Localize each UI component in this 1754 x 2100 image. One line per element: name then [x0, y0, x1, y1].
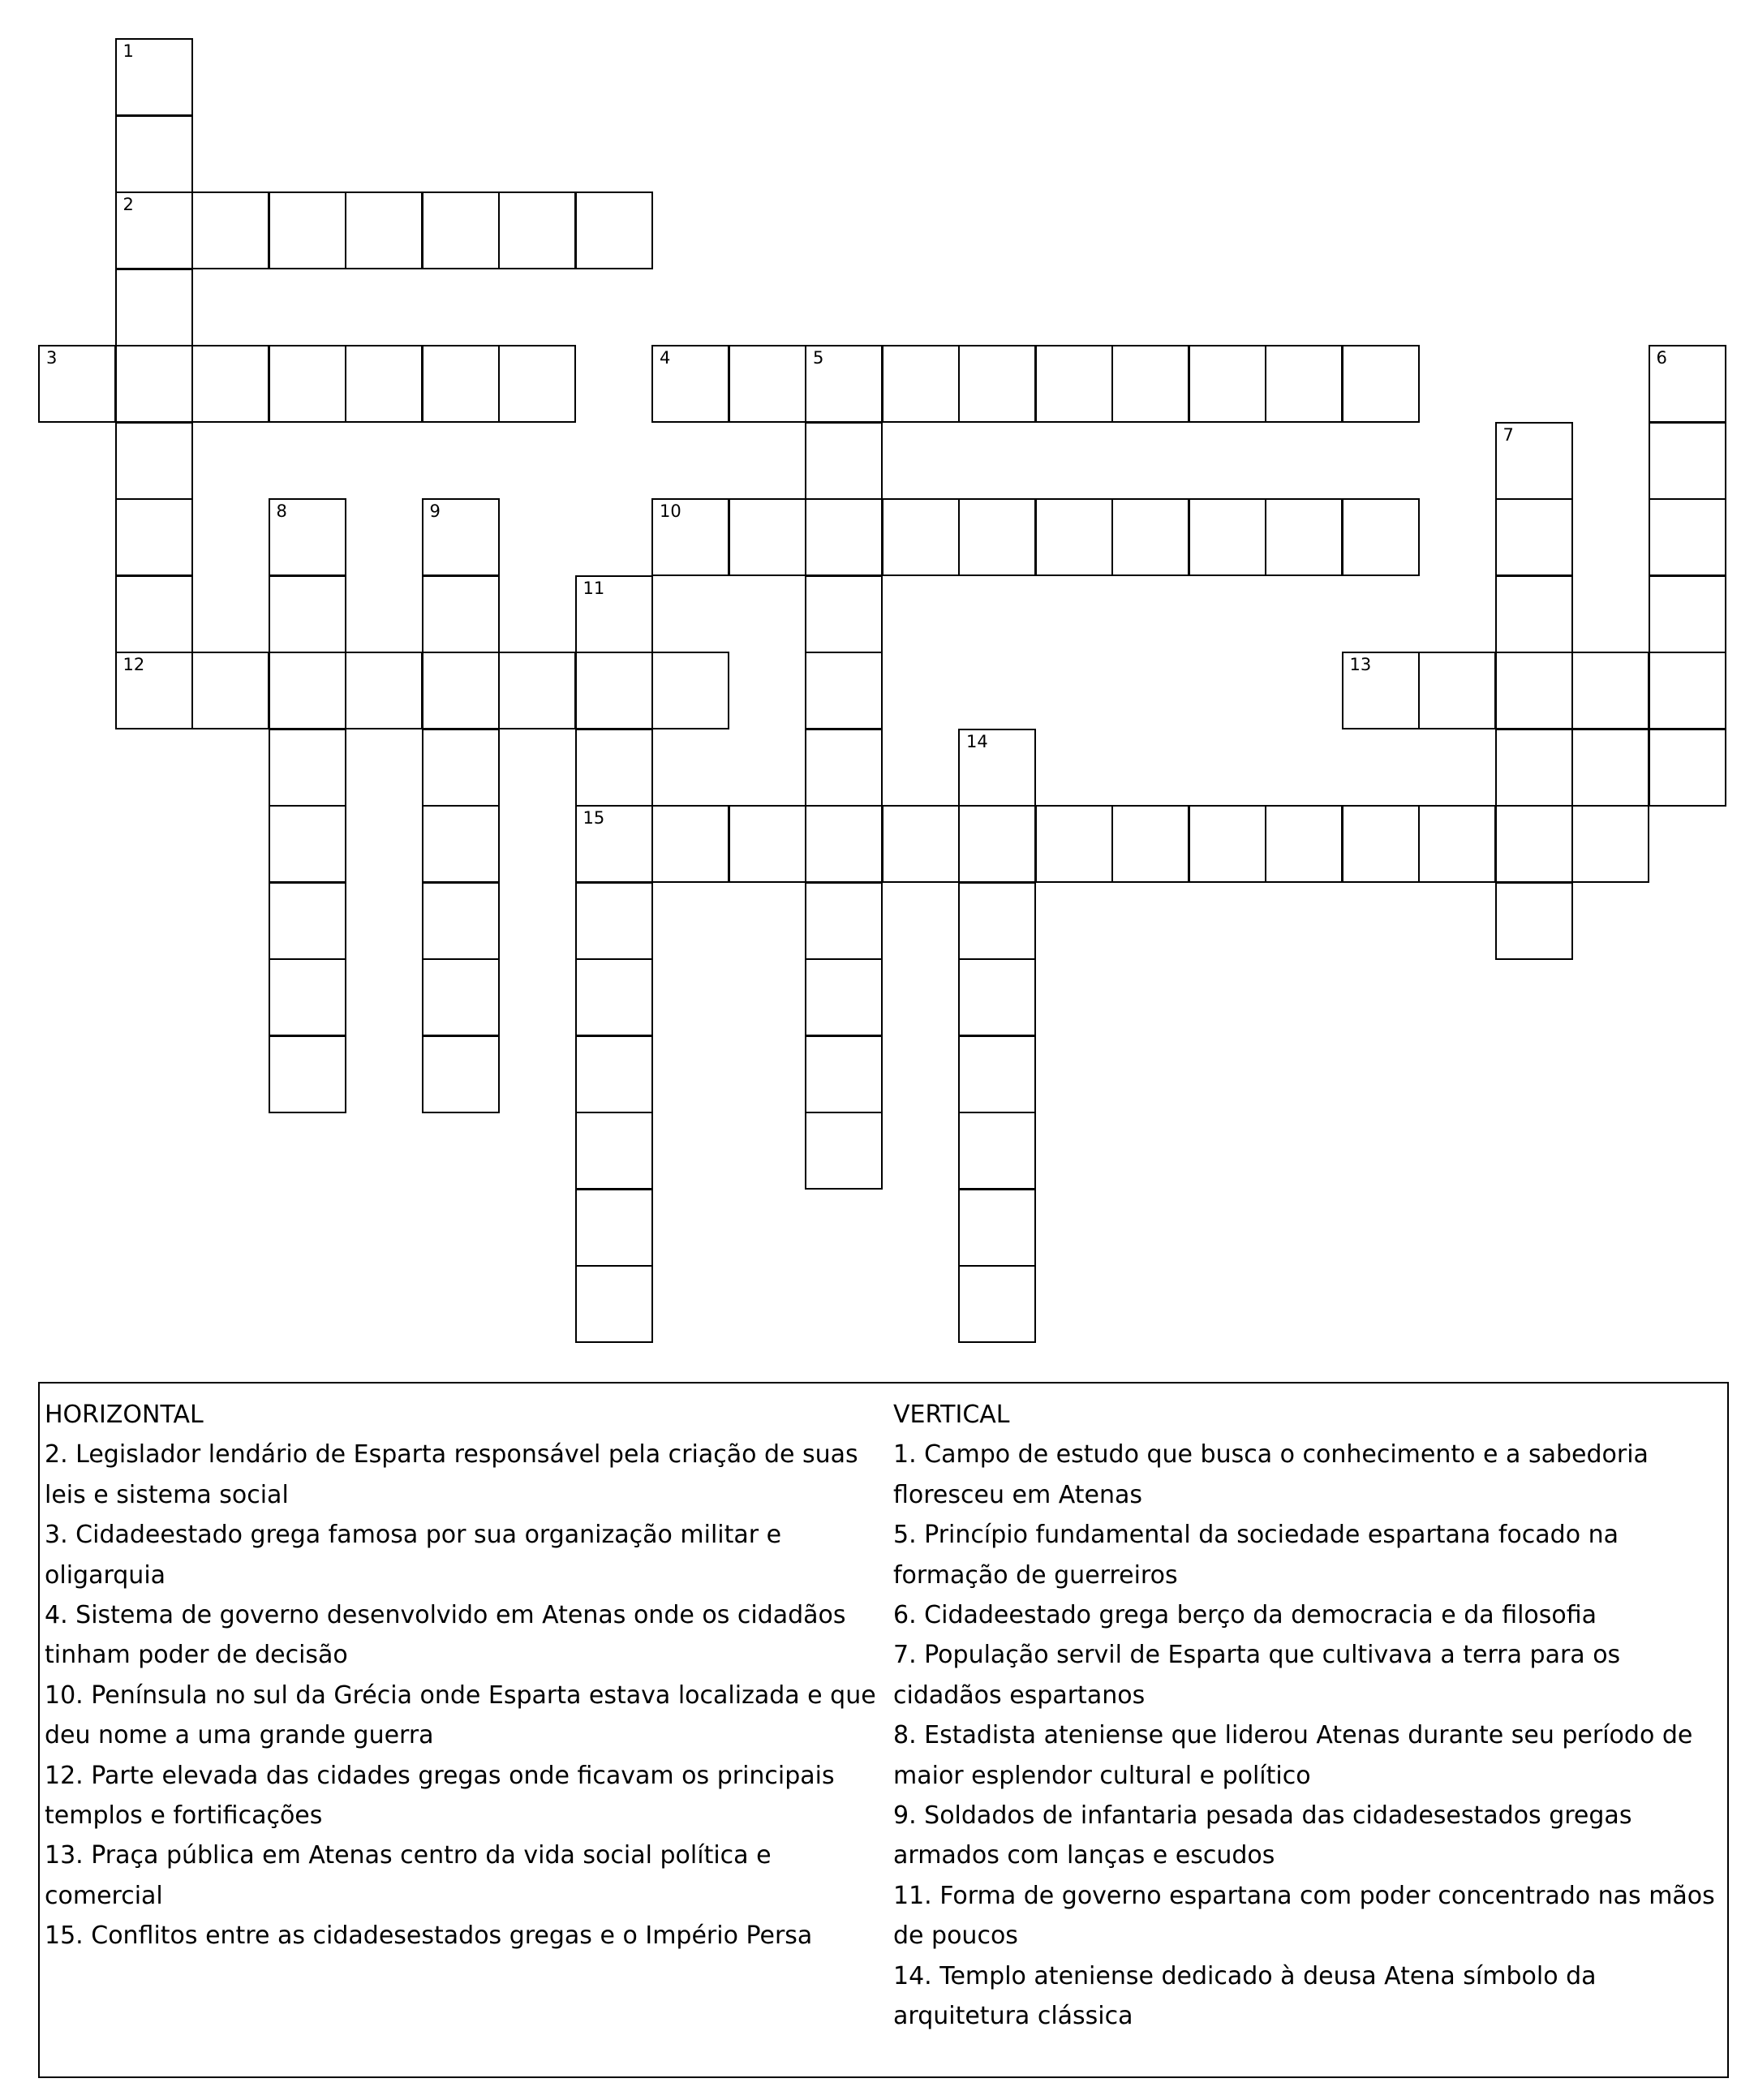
crossword-cell[interactable] — [575, 729, 653, 807]
crossword-cell[interactable] — [958, 1112, 1036, 1190]
crossword-cell[interactable] — [1111, 805, 1189, 883]
crossword-cell[interactable] — [1495, 882, 1573, 960]
crossword-cell[interactable] — [191, 652, 269, 729]
crossword-cell[interactable] — [115, 38, 193, 116]
crossword-cell[interactable] — [498, 345, 576, 423]
crossword-cell[interactable] — [1111, 345, 1189, 423]
crossword-cell[interactable] — [1649, 498, 1726, 576]
clues-box — [38, 1382, 1729, 2078]
crossword-cell[interactable] — [269, 652, 346, 729]
clue-number: 10 — [660, 501, 681, 521]
down-clue: 9. Soldados de infantaria pesada das cidadesestados gregas armados com lanças e escudos — [893, 1801, 1632, 1870]
clue-number: 1 — [123, 41, 134, 61]
down-clue: 7. População servil de Esparta que cultivava a terra para os cidadãos espartanos — [893, 1641, 1621, 1710]
crossword-cell[interactable] — [958, 1035, 1036, 1113]
crossword-cell[interactable] — [345, 652, 423, 729]
crossword-cell[interactable] — [191, 191, 269, 269]
down-heading: VERTICAL — [893, 1401, 1010, 1429]
crossword-cell[interactable] — [575, 652, 653, 729]
crossword-cell[interactable] — [38, 345, 116, 423]
across-clue: 12. Parte elevada das cidades gregas onde ficavam os principais templos e fortificações — [45, 1761, 835, 1831]
clue-number: 15 — [583, 808, 605, 828]
crossword-cell[interactable] — [269, 958, 346, 1036]
crossword-cell[interactable] — [498, 652, 576, 729]
crossword-cell[interactable] — [575, 1035, 653, 1113]
crossword-cell[interactable] — [1571, 729, 1649, 807]
crossword-cell[interactable] — [422, 345, 500, 423]
crossword-cell[interactable] — [729, 345, 806, 423]
crossword-cell[interactable] — [422, 498, 500, 576]
crossword-cell[interactable] — [958, 1189, 1036, 1267]
crossword-cell[interactable] — [345, 191, 423, 269]
crossword-cell[interactable] — [269, 805, 346, 883]
crossword-cell[interactable] — [1495, 652, 1573, 729]
crossword-cell[interactable] — [651, 345, 729, 423]
crossword-cell[interactable] — [191, 345, 269, 423]
crossword-cell[interactable] — [269, 1035, 346, 1113]
clue-number: 9 — [429, 501, 441, 521]
down-clue: 6. Cidadeestado grega berço da democracia e da filosofia — [893, 1601, 1597, 1630]
crossword-cell[interactable] — [805, 345, 883, 423]
crossword-cell[interactable] — [575, 1189, 653, 1267]
crossword-cell[interactable] — [958, 805, 1036, 883]
across-clues — [45, 1395, 888, 1956]
crossword-cell[interactable] — [882, 498, 960, 576]
across-clue: 2. Legislador lendário de Esparta responsável pela criação de suas leis e sistema social — [45, 1440, 858, 1509]
clue-number: 7 — [1503, 424, 1514, 445]
crossword-cell[interactable] — [115, 115, 193, 193]
crossword-cell[interactable] — [115, 191, 193, 269]
crossword-cell[interactable] — [345, 345, 423, 423]
clue-number: 3 — [46, 348, 58, 368]
crossword-cell[interactable] — [805, 1035, 883, 1113]
clue-number: 5 — [813, 348, 824, 368]
crossword-cell[interactable] — [422, 652, 500, 729]
crossword-cell[interactable] — [1495, 575, 1573, 653]
clue-number: 12 — [123, 655, 145, 674]
crossword-cell[interactable] — [1571, 652, 1649, 729]
crossword-cell[interactable] — [115, 422, 193, 500]
across-clue: 3. Cidadeestado grega famosa por sua organização militar e oligarquia — [45, 1521, 782, 1590]
across-heading: HORIZONTAL — [45, 1401, 204, 1429]
crossword-cell[interactable] — [1265, 805, 1343, 883]
crossword-cell[interactable] — [1342, 652, 1420, 729]
crossword-cell[interactable] — [1189, 805, 1266, 883]
crossword-cell[interactable] — [1035, 345, 1113, 423]
crossword-cell[interactable] — [575, 575, 653, 653]
crossword-cell[interactable] — [805, 422, 883, 500]
crossword-cell[interactable] — [1189, 498, 1266, 576]
crossword-cell[interactable] — [115, 345, 193, 423]
crossword-cell[interactable] — [958, 1265, 1036, 1343]
crossword-cell[interactable] — [729, 498, 806, 576]
crossword-cell[interactable] — [575, 1265, 653, 1343]
crossword-cell[interactable] — [1649, 652, 1726, 729]
crossword-cell[interactable] — [575, 805, 653, 883]
crossword-cell[interactable] — [882, 345, 960, 423]
crossword-cell[interactable] — [575, 1112, 653, 1190]
crossword-cell[interactable] — [1495, 422, 1573, 500]
crossword-cell[interactable] — [269, 882, 346, 960]
down-clue: 8. Estadista ateniense que liderou Atenas durante seu período de maior esplendor cultural e político — [893, 1721, 1693, 1790]
crossword-cell[interactable] — [269, 191, 346, 269]
clue-number: 2 — [123, 195, 134, 214]
crossword-cell[interactable] — [958, 345, 1036, 423]
clue-number: 11 — [583, 578, 605, 598]
crossword-cell[interactable] — [422, 1035, 500, 1113]
crossword-cell[interactable] — [651, 652, 729, 729]
crossword-cell[interactable] — [1342, 345, 1420, 423]
crossword-cell[interactable] — [805, 882, 883, 960]
across-clue: 13. Praça pública em Atenas centro da vida social política e comercial — [45, 1841, 772, 1910]
crossword-cell[interactable] — [1035, 805, 1113, 883]
crossword-cell[interactable] — [882, 805, 960, 883]
crossword-cell[interactable] — [805, 729, 883, 807]
crossword-cell[interactable] — [805, 498, 883, 576]
across-clue: 15. Conflitos entre as cidadesestados gregas e o Império Persa — [45, 1921, 813, 1951]
crossword-cell[interactable] — [422, 575, 500, 653]
crossword-cell[interactable] — [1649, 422, 1726, 500]
crossword-cell[interactable] — [805, 805, 883, 883]
crossword-cell[interactable] — [115, 652, 193, 729]
crossword-cell[interactable] — [1035, 498, 1113, 576]
crossword-cell[interactable] — [115, 498, 193, 576]
down-clue: 5. Princípio fundamental da sociedade espartana focado na formação de guerreiros — [893, 1521, 1619, 1590]
crossword-cell[interactable] — [805, 652, 883, 729]
crossword-cell[interactable] — [422, 191, 500, 269]
crossword-cell[interactable] — [805, 575, 883, 653]
crossword-cell[interactable] — [651, 498, 729, 576]
across-clue: 10. Península no sul da Grécia onde Esparta estava localizada e que deu nome a uma grande guerra — [45, 1680, 876, 1750]
crossword-cell[interactable] — [1342, 498, 1420, 576]
crossword-cell[interactable] — [1189, 345, 1266, 423]
crossword-cell[interactable] — [269, 345, 346, 423]
crossword-cell[interactable] — [1418, 805, 1496, 883]
crossword-cell[interactable] — [422, 729, 500, 807]
crossword-cell[interactable] — [1265, 345, 1343, 423]
crossword-cell[interactable] — [498, 191, 576, 269]
clue-number: 6 — [1656, 348, 1667, 368]
crossword-cell[interactable] — [651, 805, 729, 883]
across-clue: 4. Sistema de governo desenvolvido em Atenas onde os cidadãos tinham poder de decisão — [45, 1601, 846, 1670]
crossword-cell[interactable] — [269, 729, 346, 807]
crossword-cell[interactable] — [1495, 729, 1573, 807]
down-clue: 11. Forma de governo espartana com poder concentrado nas mãos de poucos — [893, 1881, 1715, 1951]
crossword-cell[interactable] — [575, 882, 653, 960]
down-clue: 1. Campo de estudo que busca o conhecimento e a sabedoria floresceu em Atenas — [893, 1440, 1649, 1509]
crossword-cell[interactable] — [958, 958, 1036, 1036]
crossword-cell[interactable] — [1571, 805, 1649, 883]
crossword-cell[interactable] — [958, 729, 1036, 807]
down-clues — [893, 1395, 1721, 2037]
clue-number: 13 — [1349, 655, 1372, 674]
crossword-cell[interactable] — [422, 805, 500, 883]
crossword-cell[interactable] — [1111, 498, 1189, 576]
clue-number: 4 — [660, 348, 671, 368]
crossword-cell[interactable] — [1649, 345, 1726, 423]
crossword-cell[interactable] — [805, 1112, 883, 1190]
crossword-cell[interactable] — [1418, 652, 1496, 729]
crossword-cell[interactable] — [1265, 498, 1343, 576]
crossword-cell[interactable] — [115, 269, 193, 346]
crossword-cell[interactable] — [958, 882, 1036, 960]
clue-number: 8 — [276, 501, 287, 521]
crossword-cell[interactable] — [115, 575, 193, 653]
crossword-cell[interactable] — [729, 805, 806, 883]
crossword-cell[interactable] — [269, 575, 346, 653]
crossword-cell[interactable] — [1649, 575, 1726, 653]
crossword-cell[interactable] — [269, 498, 346, 576]
crossword-cell[interactable] — [1495, 805, 1573, 883]
crossword-cell[interactable] — [805, 958, 883, 1036]
crossword-cell[interactable] — [1495, 498, 1573, 576]
crossword-cell[interactable] — [422, 882, 500, 960]
crossword-cell[interactable] — [422, 958, 500, 1036]
down-clue: 14. Templo ateniense dedicado à deusa Atena símbolo da arquitetura clássica — [893, 1961, 1597, 2031]
clue-number: 14 — [966, 731, 988, 751]
crossword-cell[interactable] — [575, 958, 653, 1036]
crossword-cell[interactable] — [575, 191, 653, 269]
crossword-cell[interactable] — [958, 498, 1036, 576]
crossword-cell[interactable] — [1649, 729, 1726, 807]
crossword-cell[interactable] — [1342, 805, 1420, 883]
